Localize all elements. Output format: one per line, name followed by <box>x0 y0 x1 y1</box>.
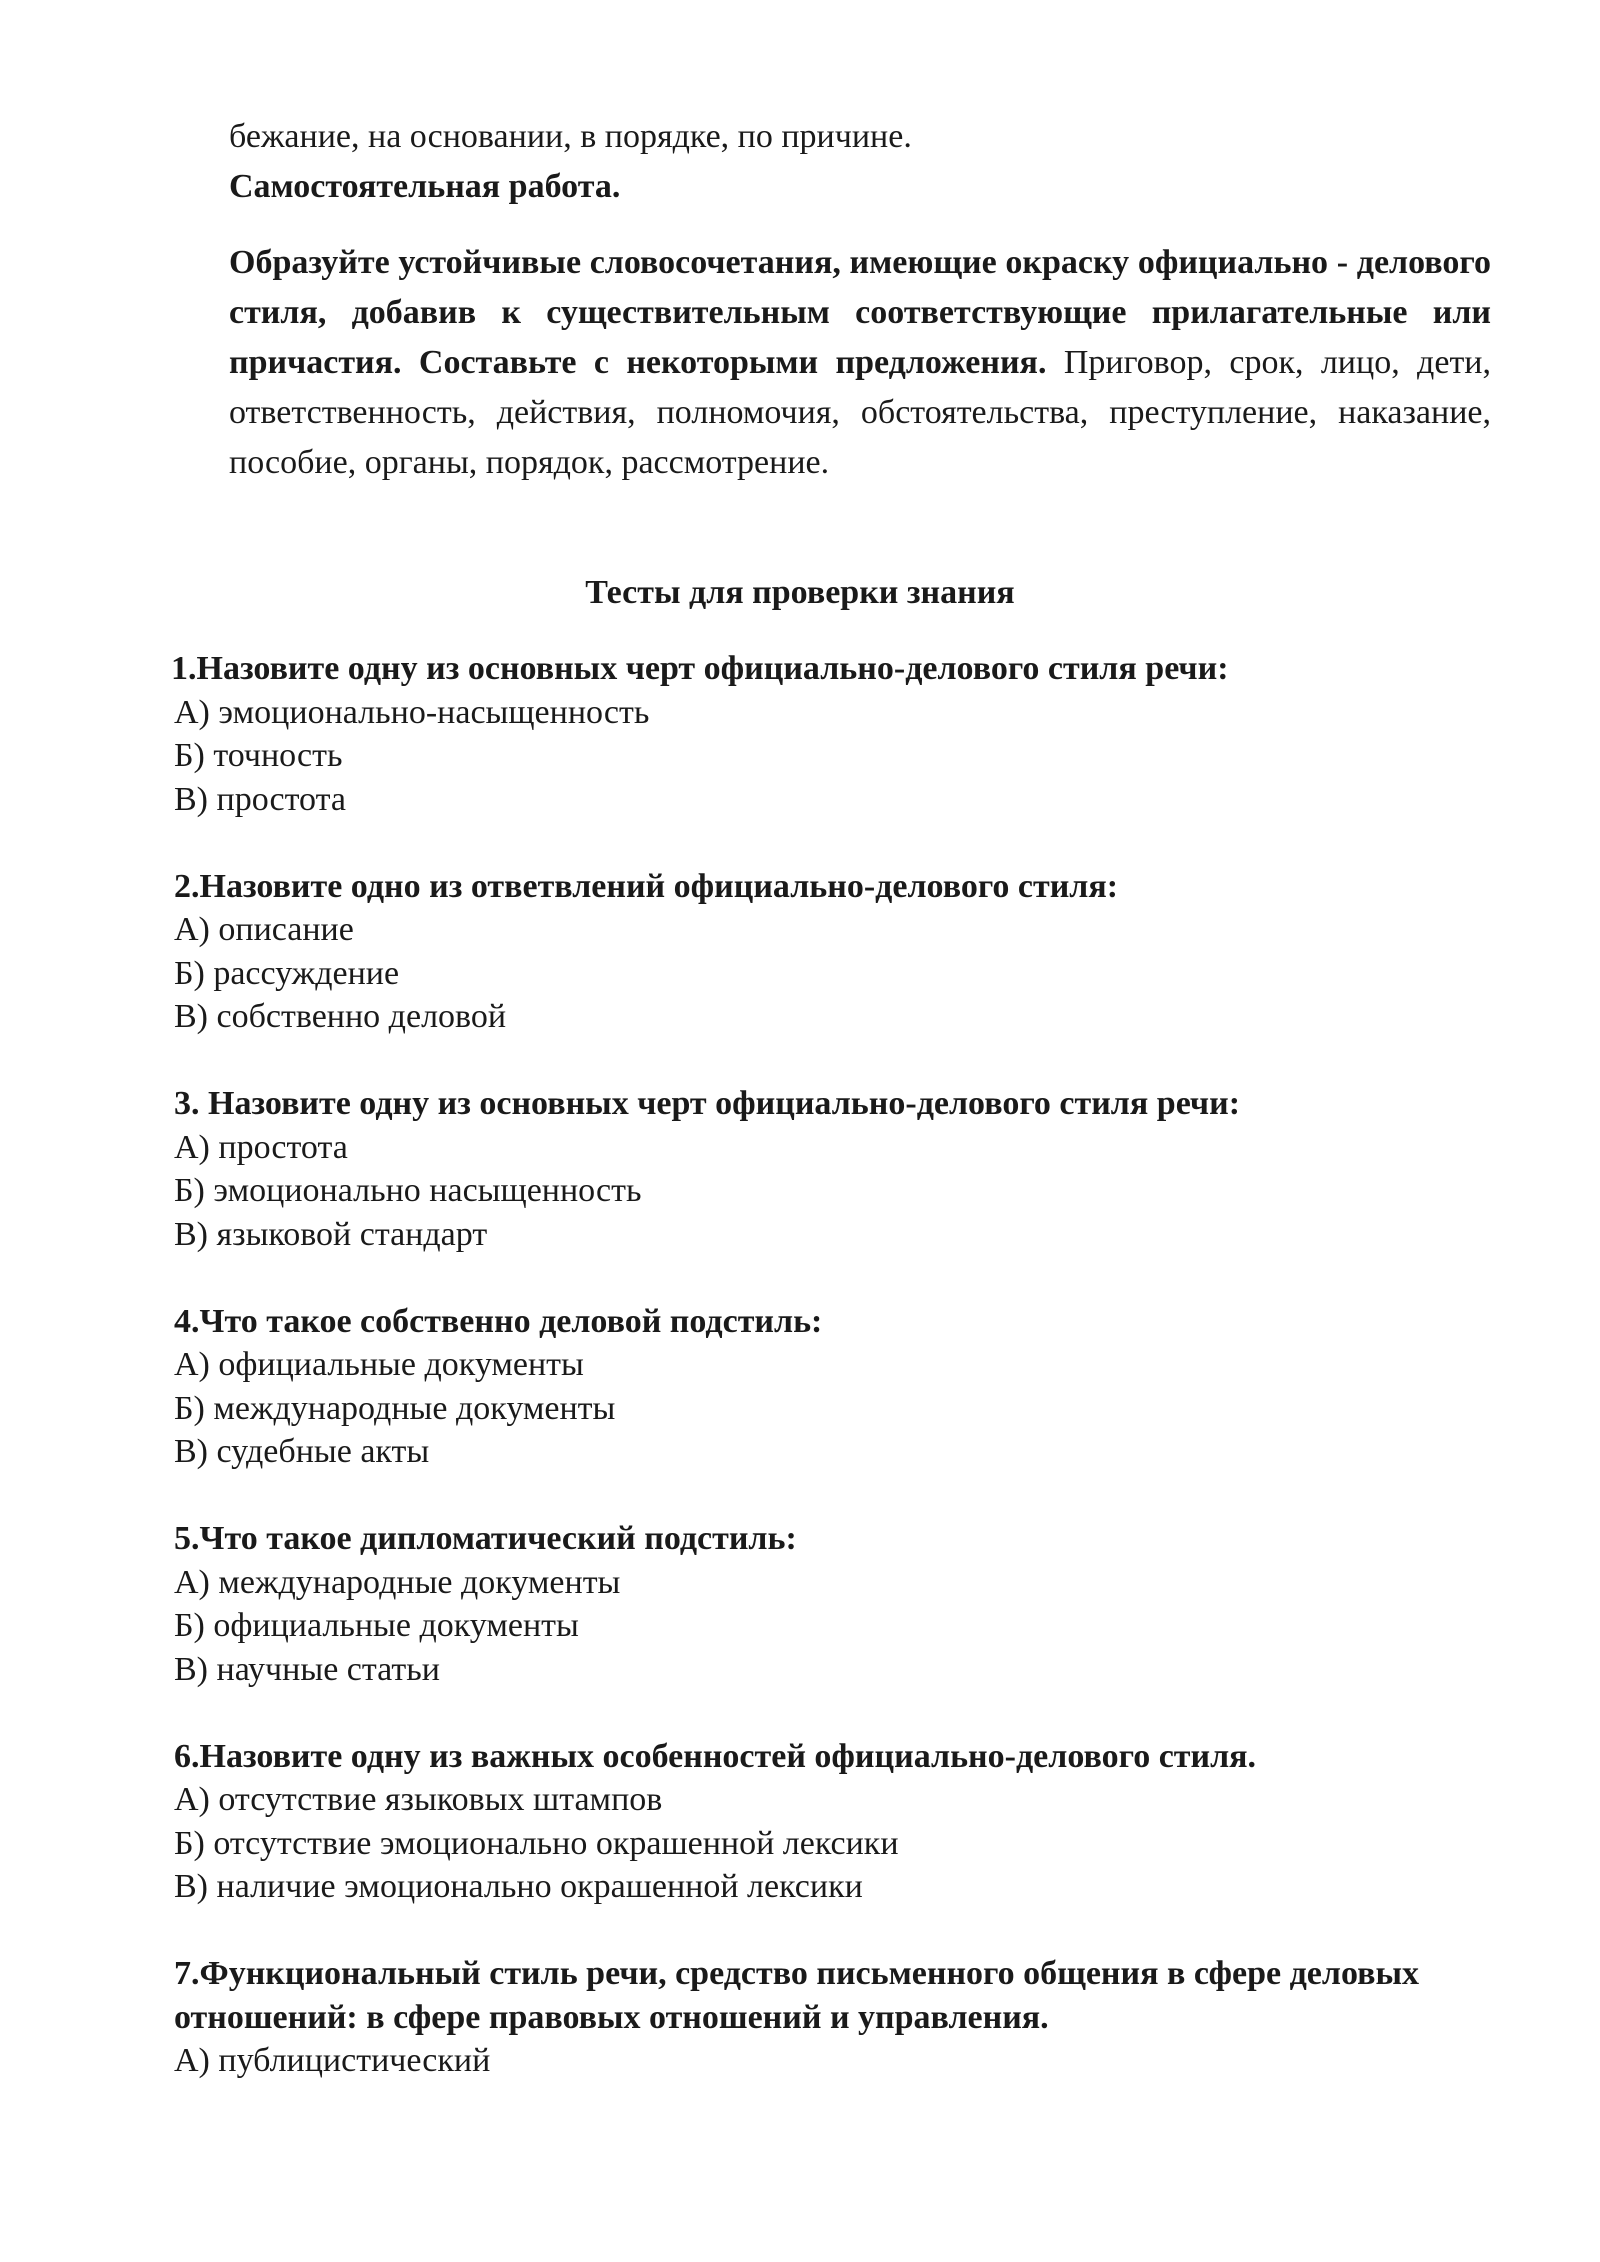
option-a: А) официальные документы <box>174 1346 584 1383</box>
question-4 <box>174 1300 1504 1474</box>
question-text: 4.Что такое собственно деловой подстиль: <box>174 1302 823 1340</box>
option-c: В) наличие эмоционально окрашенной лексики <box>174 1868 863 1905</box>
option-a: А) международные документы <box>174 1563 621 1601</box>
question-6 <box>174 1735 1504 1909</box>
question-3 <box>174 1082 1504 1256</box>
question-5 <box>174 1517 1504 1691</box>
question-text: 6.Назовите одну из важных особенностей официально-делового стиля. <box>174 1737 1257 1775</box>
option-b: Б) официальные документы <box>174 1607 579 1644</box>
question-2 <box>174 865 1504 1039</box>
question-text: 7.Функциональный стиль речи, средство письменного общения в сфере деловых отношений: в сфере правовых отношений и управления. <box>174 1955 1420 2036</box>
questions-list <box>171 647 1504 2126</box>
option-b: Б) отсутствие эмоционально окрашенной лексики <box>174 1824 899 1862</box>
continuation-text: бежание, на основании, в порядке, по причине. <box>229 118 912 155</box>
intro-section <box>229 112 1491 488</box>
option-c: В) языковой стандарт <box>174 1215 488 1253</box>
option-b: Б) рассуждение <box>174 954 400 992</box>
option-a: А) публицистический <box>174 2042 491 2079</box>
option-a: А) эмоционально-насыщенность <box>174 693 650 731</box>
question-text: 1.Назовите одну из основных черт официально-делового стиля речи: <box>171 650 1229 687</box>
question-text: 3. Назовите одну из основных черт официально-делового стиля речи: <box>174 1085 1241 1122</box>
option-a: А) простота <box>174 1128 348 1166</box>
option-c: В) собственно деловой <box>174 998 507 1035</box>
task-paragraph <box>229 238 1491 488</box>
option-c: В) судебные акты <box>174 1433 430 1470</box>
task-instruction: Образуйте устойчивые словосочетания, имеющие окраску официально - делового стиля, добавив к существительным соответствующие прилагательные или причастия. Составьте с некоторыми предложения. <box>229 244 1491 381</box>
option-b: Б) точность <box>174 737 343 774</box>
option-a: А) описание <box>174 911 354 948</box>
question-1 <box>171 647 1504 821</box>
section-heading: Самостоятельная работа. <box>229 168 621 205</box>
option-c: В) научные статьи <box>174 1650 440 1688</box>
tests-title: Тесты для проверки знания <box>585 574 1015 611</box>
option-b: Б) эмоционально насыщенность <box>174 1172 642 1209</box>
option-a: А) отсутствие языковых штампов <box>174 1781 663 1818</box>
task-words: Приговор, срок, лицо, дети, ответственность, действия, полномочия, обстоятельства, преступление, наказание, пособие, органы, порядок, рассмотрение. <box>229 344 1491 481</box>
option-c: В) простота <box>174 780 346 818</box>
option-b: Б) международные документы <box>174 1389 616 1427</box>
question-text: 2.Назовите одно из ответвлений официально-делового стиля: <box>174 867 1119 905</box>
question-7 <box>174 1952 1504 2083</box>
question-text: 5.Что такое дипломатический подстиль: <box>174 1520 797 1557</box>
